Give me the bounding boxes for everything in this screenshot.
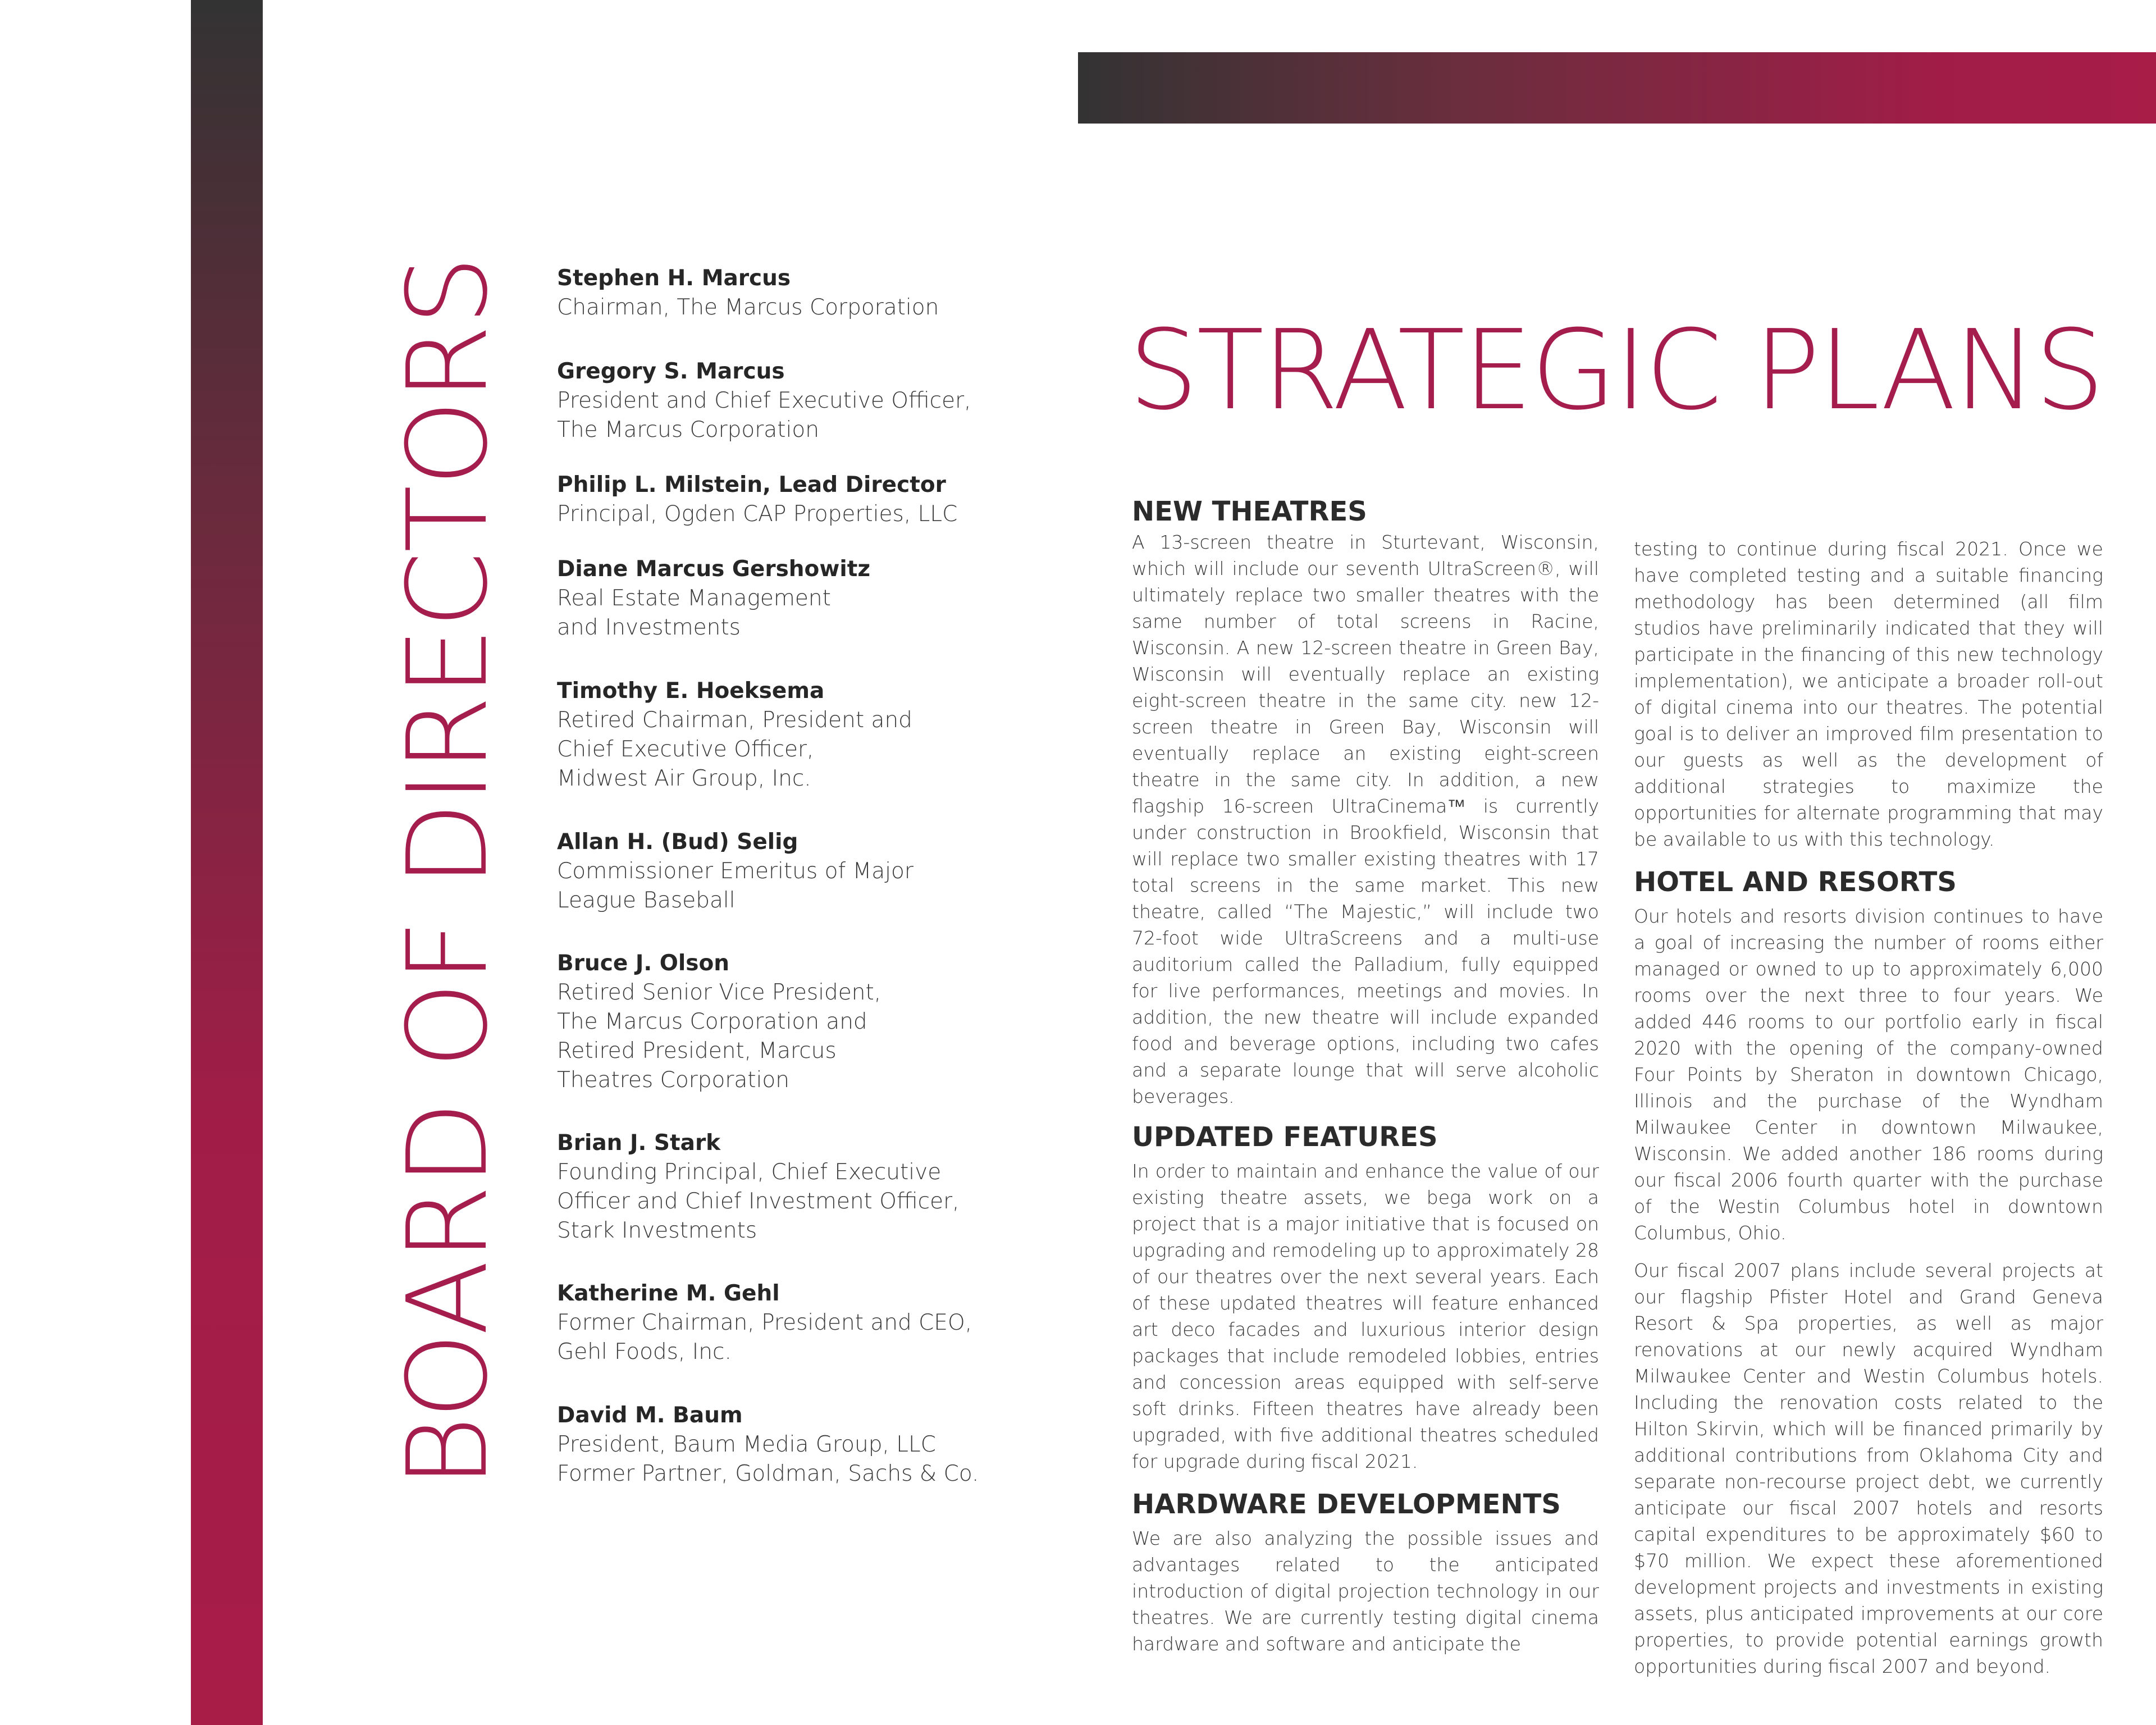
page-title: STRATEGIC PLANS bbox=[1129, 307, 2103, 435]
director-role: President and Chief Executive Officer, bbox=[557, 388, 971, 413]
director-role: Stark Investments bbox=[557, 1218, 757, 1243]
left-text-column bbox=[1132, 494, 1599, 1657]
hardware-continued-paragraph: testing to continue during fiscal 2021. Once we have completed testing and a suitable financing methodology has been determined (all film studios have preliminarily indicated that they will participate in the financing of this new technology implementation), we anticipate a broader roll-out of digital cinema into our theatres. The potential goal is to deliver an improved film presentation to our guests as well as the development of additional strategies to maximize the opportunities for alternate programming that may be available to us with this technology. bbox=[1634, 538, 2103, 850]
director-name: Bruce J. Olson bbox=[557, 951, 730, 976]
director-name: Brian J. Stark bbox=[557, 1130, 721, 1156]
director-entry bbox=[557, 264, 1006, 322]
director-role: Founding Principal, Chief Executive bbox=[557, 1160, 942, 1185]
director-role: Chairman, The Marcus Corporation bbox=[557, 295, 939, 320]
director-role: Gehl Foods, Inc. bbox=[557, 1339, 732, 1365]
director-role: The Marcus Corporation and bbox=[557, 1009, 867, 1034]
director-name: Philip L. Milstein, Lead Director bbox=[557, 472, 946, 498]
director-name: Diane Marcus Gershowitz bbox=[557, 556, 871, 582]
director-role: The Marcus Corporation bbox=[557, 417, 819, 442]
director-role: Officer and Chief Investment Officer, bbox=[557, 1189, 960, 1214]
director-role: President, Baum Media Group, LLC bbox=[557, 1432, 936, 1457]
director-entry bbox=[557, 555, 1006, 642]
updated-features-paragraph: In order to maintain and enhance the value of our existing theatre assets, we bega work on a project that is a major initiative that is focused on upgrading and remodeling up to approximately 28 of our theatres over the next several years. Each of these updated theatres will feature enhanced art deco facades and luxurious interior design packages that include remodeled lobbies, entries and concession areas equipped with self-serve soft drinks. Fifteen theatres have already been upgraded, with five additional theatres scheduled for upgrade during fiscal 2021. bbox=[1132, 1160, 1599, 1472]
director-role: Real Estate Management bbox=[557, 586, 831, 611]
director-role: Midwest Air Group, Inc. bbox=[557, 766, 811, 791]
director-role: Former Chairman, President and CEO, bbox=[557, 1310, 972, 1335]
section-heading-hotel-resorts: HOTEL AND RESORTS bbox=[1634, 866, 1957, 898]
director-name: Timothy E. Hoeksema bbox=[557, 678, 825, 704]
director-entry bbox=[557, 471, 1006, 529]
director-role: Principal, Ogden CAP Properties, LLC bbox=[557, 501, 958, 527]
director-entry bbox=[557, 1401, 1006, 1489]
director-name: Stephen H. Marcus bbox=[557, 266, 791, 291]
new-theatres-paragraph: A 13-screen theatre in Sturtevant, Wisconsin, which will include our seventh UltraScreen®, will ultimately replace two smaller theatres with the same number of total screens in Racine, Wisconsin. A new 12-screen theatre in Green Bay, Wisconsin will eventually replace an existing eight-screen theatre in the same city. new 12-screen theatre in Green Bay, Wisconsin will eventually replace an existing eight-screen theatre in the same city. In addition, a new flagship 16-screen UltraCinema™ is currently under construction in Brookfield, Wisconsin that will replace two smaller existing theatres with 17 total screens in the same market. This new theatre, called “The Majestic,” will include two 72-foot wide UltraScreens and a multi-use auditorium called the Palladium, fully equipped for live performances, meetings and movies. In addition, the new theatre will include expanded food and beverage options, including two cafes and a separate lounge that will serve alcoholic beverages. bbox=[1132, 531, 1599, 1107]
director-role: Former Partner, Goldman, Sachs & Co. bbox=[557, 1461, 979, 1486]
section-heading-new-theatres: NEW THEATRES bbox=[1132, 496, 1367, 527]
top-decorative-bar bbox=[1078, 52, 2156, 124]
director-entry bbox=[557, 357, 1006, 445]
director-name: Allan H. (Bud) Selig bbox=[557, 829, 798, 855]
left-decorative-bar bbox=[191, 0, 263, 1725]
director-name: David M. Baum bbox=[557, 1403, 743, 1428]
director-role: and Investments bbox=[557, 615, 741, 640]
director-role: Retired President, Marcus bbox=[557, 1038, 837, 1064]
director-entry bbox=[557, 1129, 1006, 1245]
board-of-directors-title: BOARD OF DIRECTORS bbox=[384, 257, 512, 1488]
section-heading-updated-features: UPDATED FEATURES bbox=[1132, 1121, 1438, 1153]
director-role: Retired Senior Vice President, bbox=[557, 980, 881, 1005]
section-heading-hardware-developments: HARDWARE DEVELOPMENTS bbox=[1132, 1489, 1561, 1520]
director-entry bbox=[557, 1279, 1006, 1367]
director-name: Katherine M. Gehl bbox=[557, 1281, 780, 1306]
hardware-developments-paragraph: We are also analyzing the possible issues and advantages related to the anticipated introduction of digital projection technology in our theatres. We are currently testing digital cinema hardware and software and anticipate the bbox=[1132, 1527, 1599, 1655]
hotel-resorts-paragraph-2: Our fiscal 2007 plans include several projects at our flagship Pfister Hotel and Grand Geneva Resort & Spa properties, as well as major renovations at our newly acquired Wyndham Milwaukee Center and Westin Columbus hotels. Including the renovation costs related to the Hilton Skirvin, which will be financed primarily by additional contributions from Oklahoma City and separate non-recourse project debt, we currently anticipate our fiscal 2007 hotels and resorts capital expenditures to be approximately $60 to $70 million. We expect these aforementioned development projects and investments in existing assets, plus anticipated improvements at our core properties, to provide potential earnings growth opportunities during fiscal 2007 and beyond. bbox=[1634, 1259, 2103, 1677]
director-entry bbox=[557, 677, 1006, 793]
hotel-resorts-paragraph-1: Our hotels and resorts division continues to have a goal of increasing the number of rooms either managed or owned to up to approximately 6,000 rooms over the next three to four years. We added 446 rooms to our portfolio early in fiscal 2020 with the opening of the company-owned Four Points by Sheraton in downtown Chicago, Illinois and the purchase of the Wyndham Milwaukee Center in downtown Milwaukee, Wisconsin. We added another 186 rooms during our fiscal 2006 fourth quarter with the purchase of the Westin Columbus hotel in downtown Columbus, Ohio. bbox=[1634, 905, 2103, 1244]
director-role: Retired Chairman, President and bbox=[557, 708, 912, 733]
director-entry bbox=[557, 828, 1006, 915]
right-text-column bbox=[1634, 536, 2103, 1680]
director-name: Gregory S. Marcus bbox=[557, 359, 785, 384]
director-entry bbox=[557, 949, 1006, 1095]
director-role: Theatres Corporation bbox=[557, 1067, 789, 1093]
director-role: League Baseball bbox=[557, 888, 736, 913]
director-role: Commissioner Emeritus of Major bbox=[557, 859, 913, 884]
director-role: Chief Executive Officer, bbox=[557, 737, 814, 762]
